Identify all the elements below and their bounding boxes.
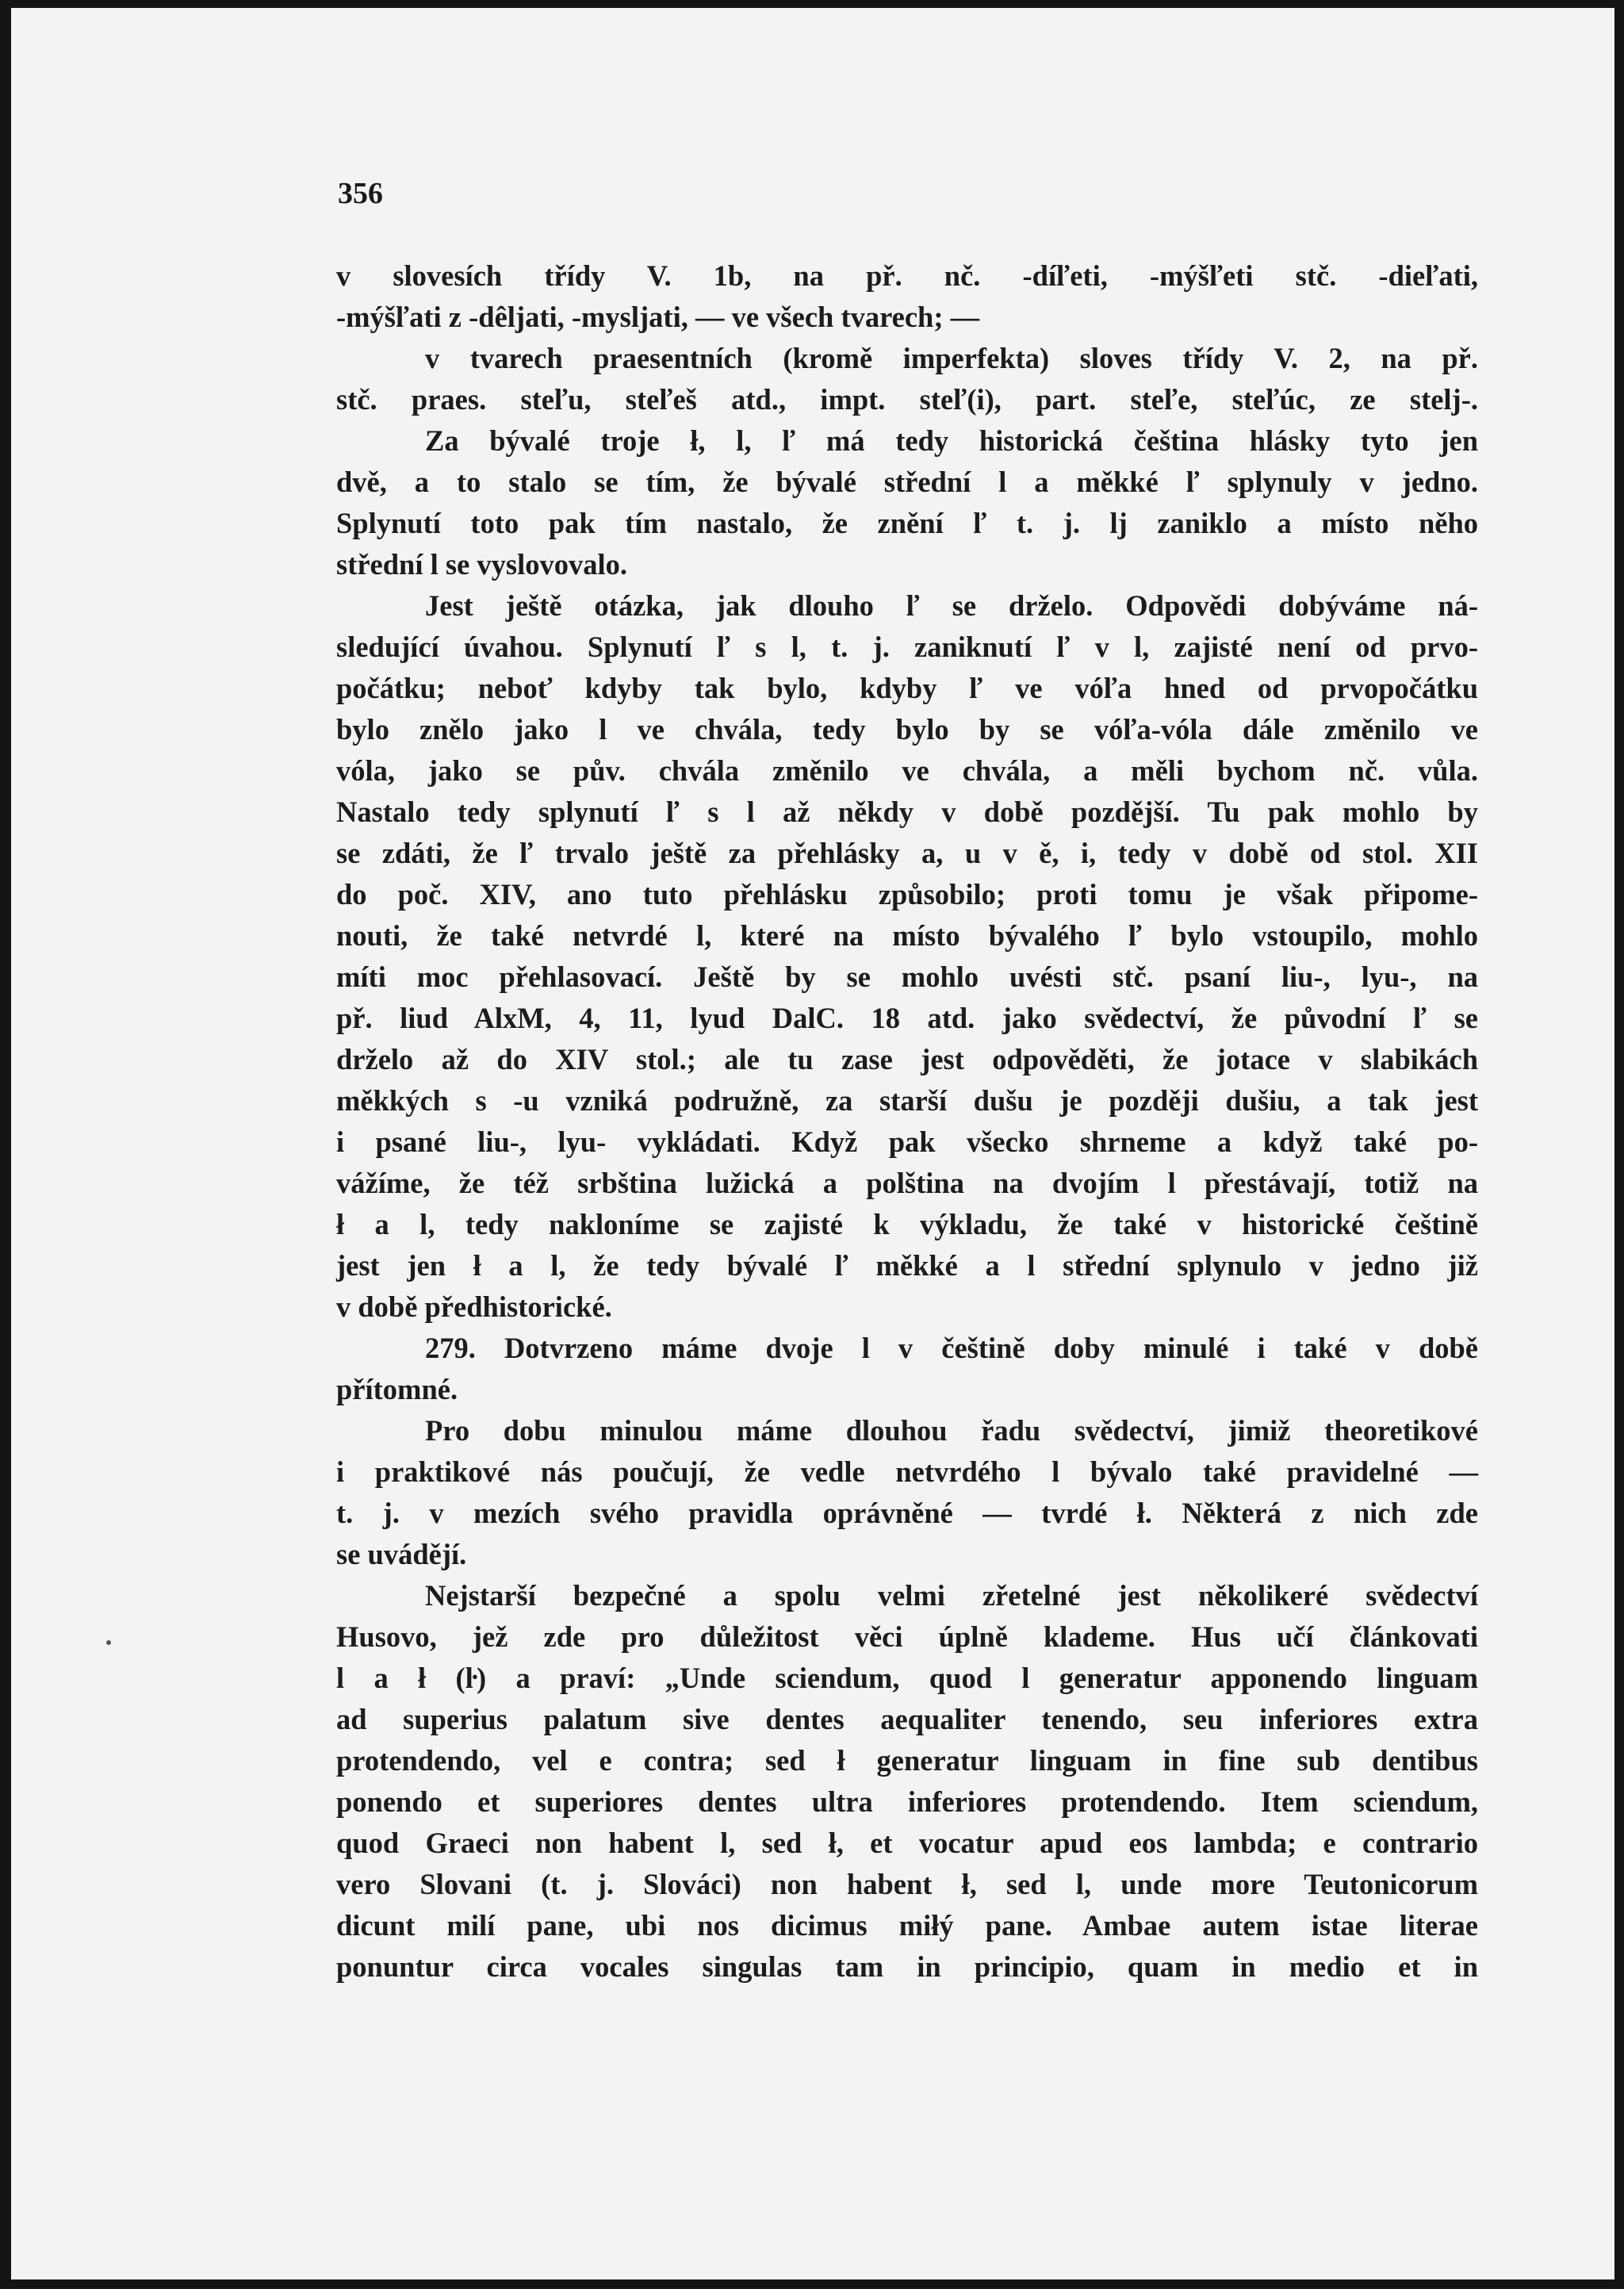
text-line: v slovesích třídy V. 1b, na př. nč. -díľeti, -mýšľeti stč. -dieľati, [336,259,1478,292]
margin-mark [106,1640,111,1645]
text-line: Za bývalé troje ł, l, ľ má tedy historická čeština hlásky tyto jen [425,424,1478,457]
text-line: př. liud AlxM, 4, 11, lyud DalC. 18 atd. jako svědectví, že původní ľ se [336,1002,1478,1034]
text-line: i praktikové nás poučují, že vedle netvrdého l bývalo také pravidelné — [336,1455,1478,1488]
text-line: Splynutí toto pak tím nastalo, že znění ľ t. j. lj zaniklo a místo něho [336,507,1478,539]
text-line: l a ł (ŀ) a praví: „Unde sciendum, quod l generatur apponendo linguam [336,1662,1478,1694]
text-line: se uvádějí. [336,1538,467,1570]
text-line: Husovo, jež zde pro důležitost věci úplně klademe. Hus učí článkovati [336,1620,1478,1653]
text-line: vóla, jako se pův. chvála změnilo ve chvála, a měli bychom nč. vůla. [336,754,1478,787]
text-line: měkkých s -u vzniká podružně, za starší dušu je později dušiu, a tak jest [336,1084,1478,1117]
text-line: -mýšľati z -dêljati, -mysljati, — ve všech tvarech; — [336,301,980,333]
text-line: Jest ještě otázka, jak dlouho ľ se drželo. Odpovědi dobýváme ná- [425,589,1478,622]
text-line: dicunt milí pane, ubi nos dicimus miłý pane. Ambae autem istae literae [336,1909,1478,1942]
text-line: míti moc přehlasovací. Ještě by se mohlo uvésti stč. psaní liu-, lyu-, na [336,960,1478,993]
text-line: v tvarech praesentních (kromě imperfekta) sloves třídy V. 2, na př. [425,342,1478,374]
body-text [336,255,1478,1988]
text-line: ponuntur circa vocales singulas tam in principio, quam in medio et in [336,1950,1478,1983]
text-line: vero Slovani (t. j. Slováci) non habent ł, sed l, unde more Teutonicorum [336,1868,1478,1900]
text-line: vážíme, že též srbština lužická a polština na dvojím l přestávají, totiž na [336,1167,1478,1199]
section-heading-line: 279. Dotvrzeno máme dvoje l v češtině doby minulé i také v době [425,1332,1478,1364]
text-line: střední l se vyslovovalo. [336,548,628,581]
text-line: do poč. XIV, ano tuto přehlásku způsobilo; proti tomu je však připome- [336,878,1478,911]
text-line: i psané liu-, lyu- vykládati. Když pak všecko shrneme a když také po- [336,1125,1478,1158]
text-line: nouti, že také netvrdé l, které na místo bývalého ľ bylo vstoupilo, mohlo [336,919,1478,952]
text-line: v době předhistorické. [336,1290,612,1323]
text-line: ł a l, tedy nakloníme se zajisté k výkladu, že také v historické češtině [336,1208,1478,1240]
text-line: bylo znělo jako l ve chvála, tedy bylo by se vóľa-vóla dále změnilo ve [336,713,1478,746]
text-line: Nejstarší bezpečné a spolu velmi zřetelné jest několikeré svědectví [425,1579,1478,1612]
text-line: Pro dobu minulou máme dlouhou řadu svědectví, jimiž theoretikové [425,1414,1478,1447]
text-line: počátku; neboť kdyby tak bylo, kdyby ľ ve vóľa hned od prvopočátku [336,672,1478,704]
text-line: se zdáti, že ľ trvalo ještě za přehlásky a, u v ě, i, tedy v době od stol. XII [336,837,1478,869]
text-line: protendendo, vel e contra; sed ł generatur linguam in fine sub dentibus [336,1744,1478,1777]
text-line: ponendo et superiores dentes ultra inferiores protendendo. Item sciendum, [336,1785,1478,1818]
text-line: dvě, a to stalo se tím, že bývalé střední l a měkké ľ splynuly v jedno. [336,466,1478,498]
text-line: Nastalo tedy splynutí ľ s l až někdy v době pozdější. Tu pak mohlo by [336,796,1478,828]
text-line: t. j. v mezích svého pravidla oprávněné — tvrdé ł. Některá z nich zde [336,1497,1478,1529]
text-line: quod Graeci non habent l, sed ł, et vocatur apud eos lambda; e contrario [336,1827,1478,1859]
text-line: sledující úvahou. Splynutí ľ s l, t. j. zaniknutí ľ v l, zajisté není od prvo- [336,631,1478,663]
text-line: přítomné. [336,1373,458,1405]
page [11,8,1614,2279]
text-line: drželo až do XIV stol.; ale tu zase jest odpověděti, že jotace v slabikách [336,1043,1478,1075]
text-line: ad superius palatum sive dentes aequaliter tenendo, seu inferiores extra [336,1703,1478,1735]
text-line: jest jen ł a l, že tedy bývalé ľ měkké a l střední splynulo v jedno již [336,1249,1478,1282]
text-line: stč. praes. steľu, steľeš atd., impt. steľ(i), part. steľe, steľúc, ze stelj-. [336,383,1478,416]
page-number: 356 [338,177,383,210]
